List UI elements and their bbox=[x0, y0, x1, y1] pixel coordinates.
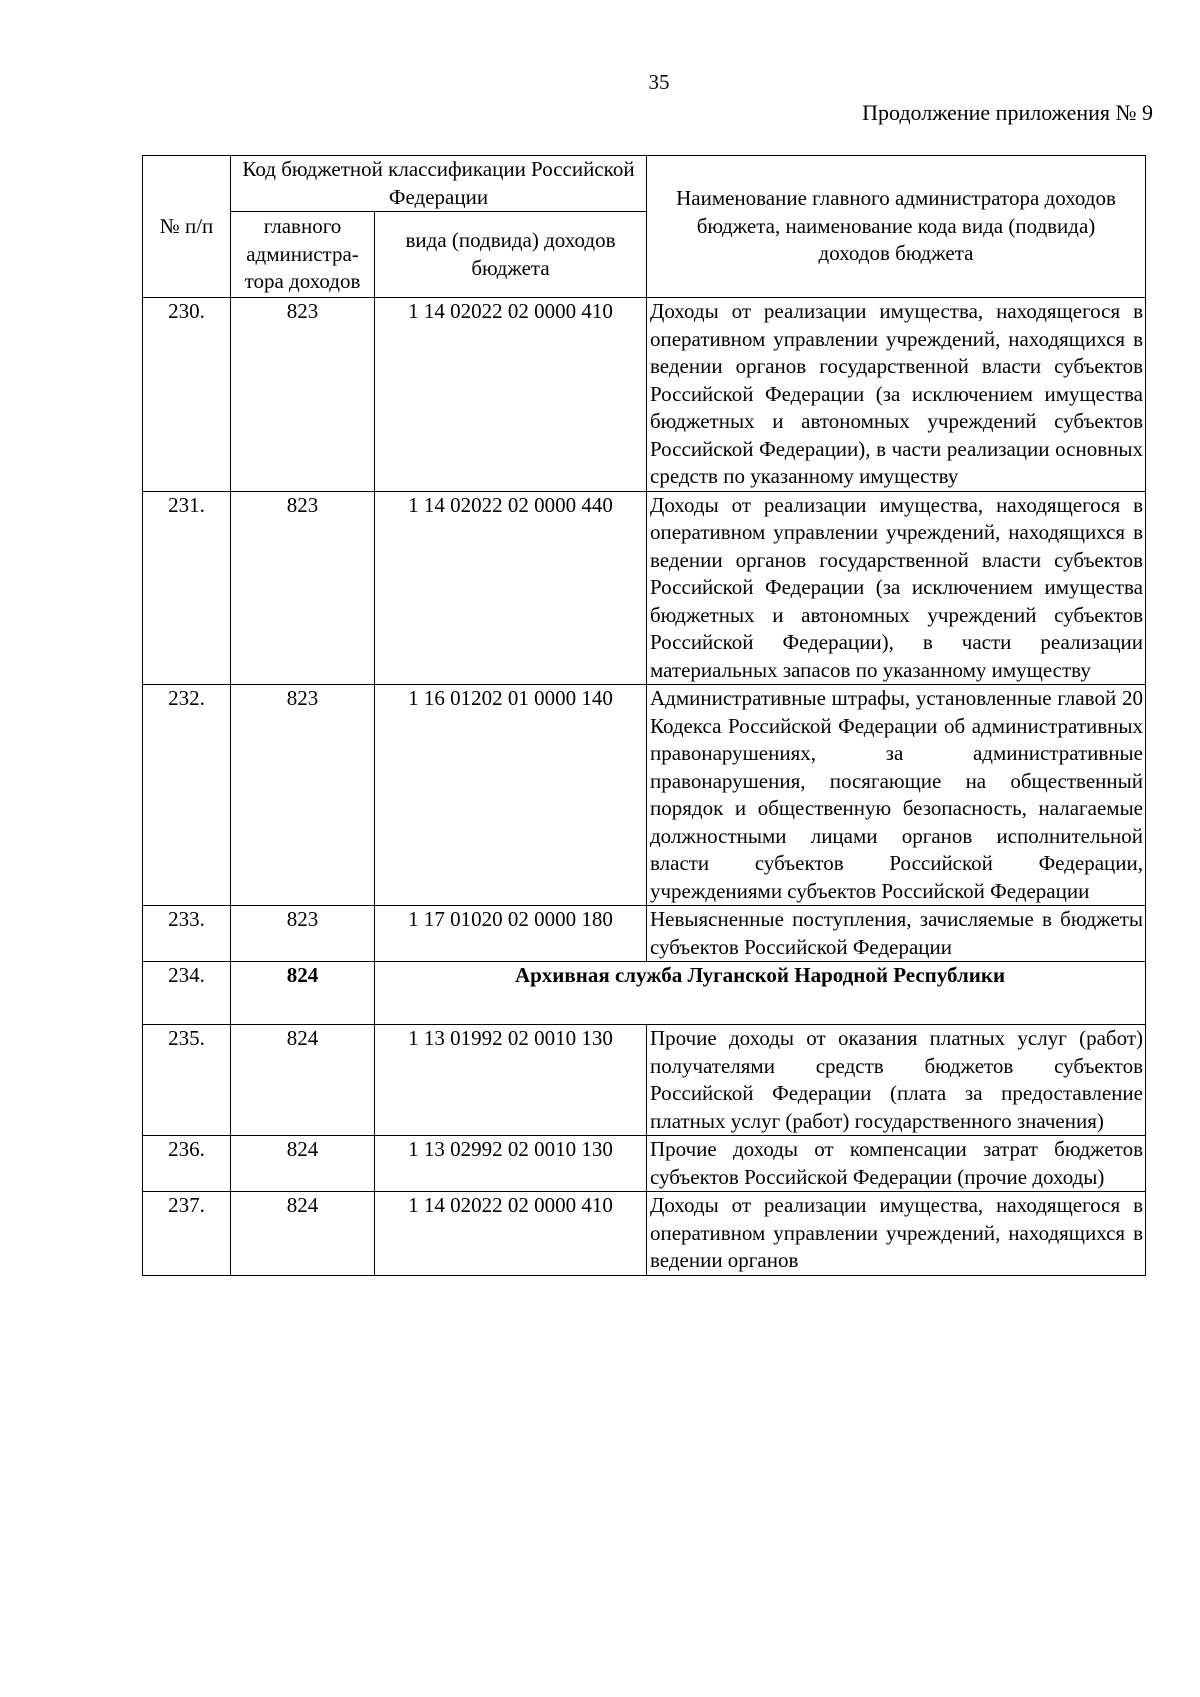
row-revenue-code: 1 17 01020 02 0000 180 bbox=[375, 906, 647, 962]
table-row-administrator bbox=[143, 962, 1146, 1025]
row-admin-code: 823 bbox=[231, 685, 375, 906]
page-number: 35 bbox=[648, 70, 670, 94]
row-name: Невыясненные поступления, зачисляемые в бюджеты субъектов Российской Федерации bbox=[647, 906, 1146, 962]
header-number: № п/п bbox=[143, 156, 231, 298]
header-admin-code: главного администра-тора доходов bbox=[231, 212, 375, 298]
header-name: Наименование главного администратора доходов бюджета, наименование кода вида (подвида) доходов бюджета bbox=[647, 156, 1146, 298]
table-row bbox=[143, 1192, 1146, 1276]
table-row bbox=[143, 1025, 1146, 1136]
row-number: 232. bbox=[143, 685, 231, 906]
row-revenue-code: 1 13 01992 02 0010 130 bbox=[375, 1025, 647, 1136]
row-admin-code: 823 bbox=[231, 906, 375, 962]
row-admin-code: 824 bbox=[231, 1136, 375, 1192]
row-name: Прочие доходы от компенсации затрат бюджетов субъектов Российской Федерации (прочие доходы) bbox=[647, 1136, 1146, 1192]
appendix-continuation-label: Продолжение приложения № 9 bbox=[862, 100, 1153, 125]
row-revenue-code: 1 14 02022 02 0000 410 bbox=[375, 1192, 647, 1276]
row-name: Прочие доходы от оказания платных услуг (работ) получателями средств бюджетов субъектов Российской Федерации (плата за предоставление платных услуг (работ) государственного значения) bbox=[647, 1025, 1146, 1136]
revenue-classification-table bbox=[142, 155, 1146, 1276]
table-row bbox=[143, 298, 1146, 492]
row-name: Доходы от реализации имущества, находящегося в оперативном управлении учреждений, находящихся в ведении органов государственной власти субъектов Российской Федерации (за исключением имущества бюджетных и автономных учреждений субъектов Российской Федерации), в части реализации основных средств по указанному имуществу bbox=[647, 298, 1146, 492]
row-admin-code: 823 bbox=[231, 298, 375, 492]
row-admin-code: 824 bbox=[231, 1192, 375, 1276]
row-name: Административные штрафы, установленные главой 20 Кодекса Российской Федерации об административных правонарушениях, за административные правонарушения, посягающие на общественный порядок и общественную безопасность, налагаемые должностными лицами органов исполнительной власти субъектов Российской Федерации, учреждениями субъектов Российской Федерации bbox=[647, 685, 1146, 906]
row-name: Доходы от реализации имущества, находящегося в оперативном управлении учреждений, находящихся в ведении органов bbox=[647, 1192, 1146, 1276]
row-revenue-code: 1 14 02022 02 0000 410 bbox=[375, 298, 647, 492]
header-code-group: Код бюджетной классификации Российской Федерации bbox=[231, 156, 647, 212]
table-row bbox=[143, 685, 1146, 906]
row-number: 231. bbox=[143, 491, 231, 685]
row-number: 230. bbox=[143, 298, 231, 492]
row-number: 235. bbox=[143, 1025, 231, 1136]
row-revenue-code: 1 14 02022 02 0000 440 bbox=[375, 491, 647, 685]
row-admin-code: 824 bbox=[231, 962, 375, 1025]
header-revenue-code: вида (подвида) доходов бюджета bbox=[375, 212, 647, 298]
row-number: 237. bbox=[143, 1192, 231, 1276]
row-admin-code: 823 bbox=[231, 491, 375, 685]
row-number: 236. bbox=[143, 1136, 231, 1192]
row-revenue-code: 1 16 01202 01 0000 140 bbox=[375, 685, 647, 906]
row-revenue-code: 1 13 02992 02 0010 130 bbox=[375, 1136, 647, 1192]
row-number: 234. bbox=[143, 962, 231, 1025]
row-admin-code: 824 bbox=[231, 1025, 375, 1136]
table-row bbox=[143, 1136, 1146, 1192]
row-name: Доходы от реализации имущества, находящегося в оперативном управлении учреждений, находящихся в ведении органов государственной власти субъектов Российской Федерации (за исключением имущества бюджетных и автономных учреждений субъектов Российской Федерации), в части реализации материальных запасов по указанному имуществу bbox=[647, 491, 1146, 685]
row-number: 233. bbox=[143, 906, 231, 962]
administrator-title: Архивная служба Луганской Народной Республики bbox=[375, 962, 1146, 1025]
table-row bbox=[143, 906, 1146, 962]
table-row bbox=[143, 491, 1146, 685]
